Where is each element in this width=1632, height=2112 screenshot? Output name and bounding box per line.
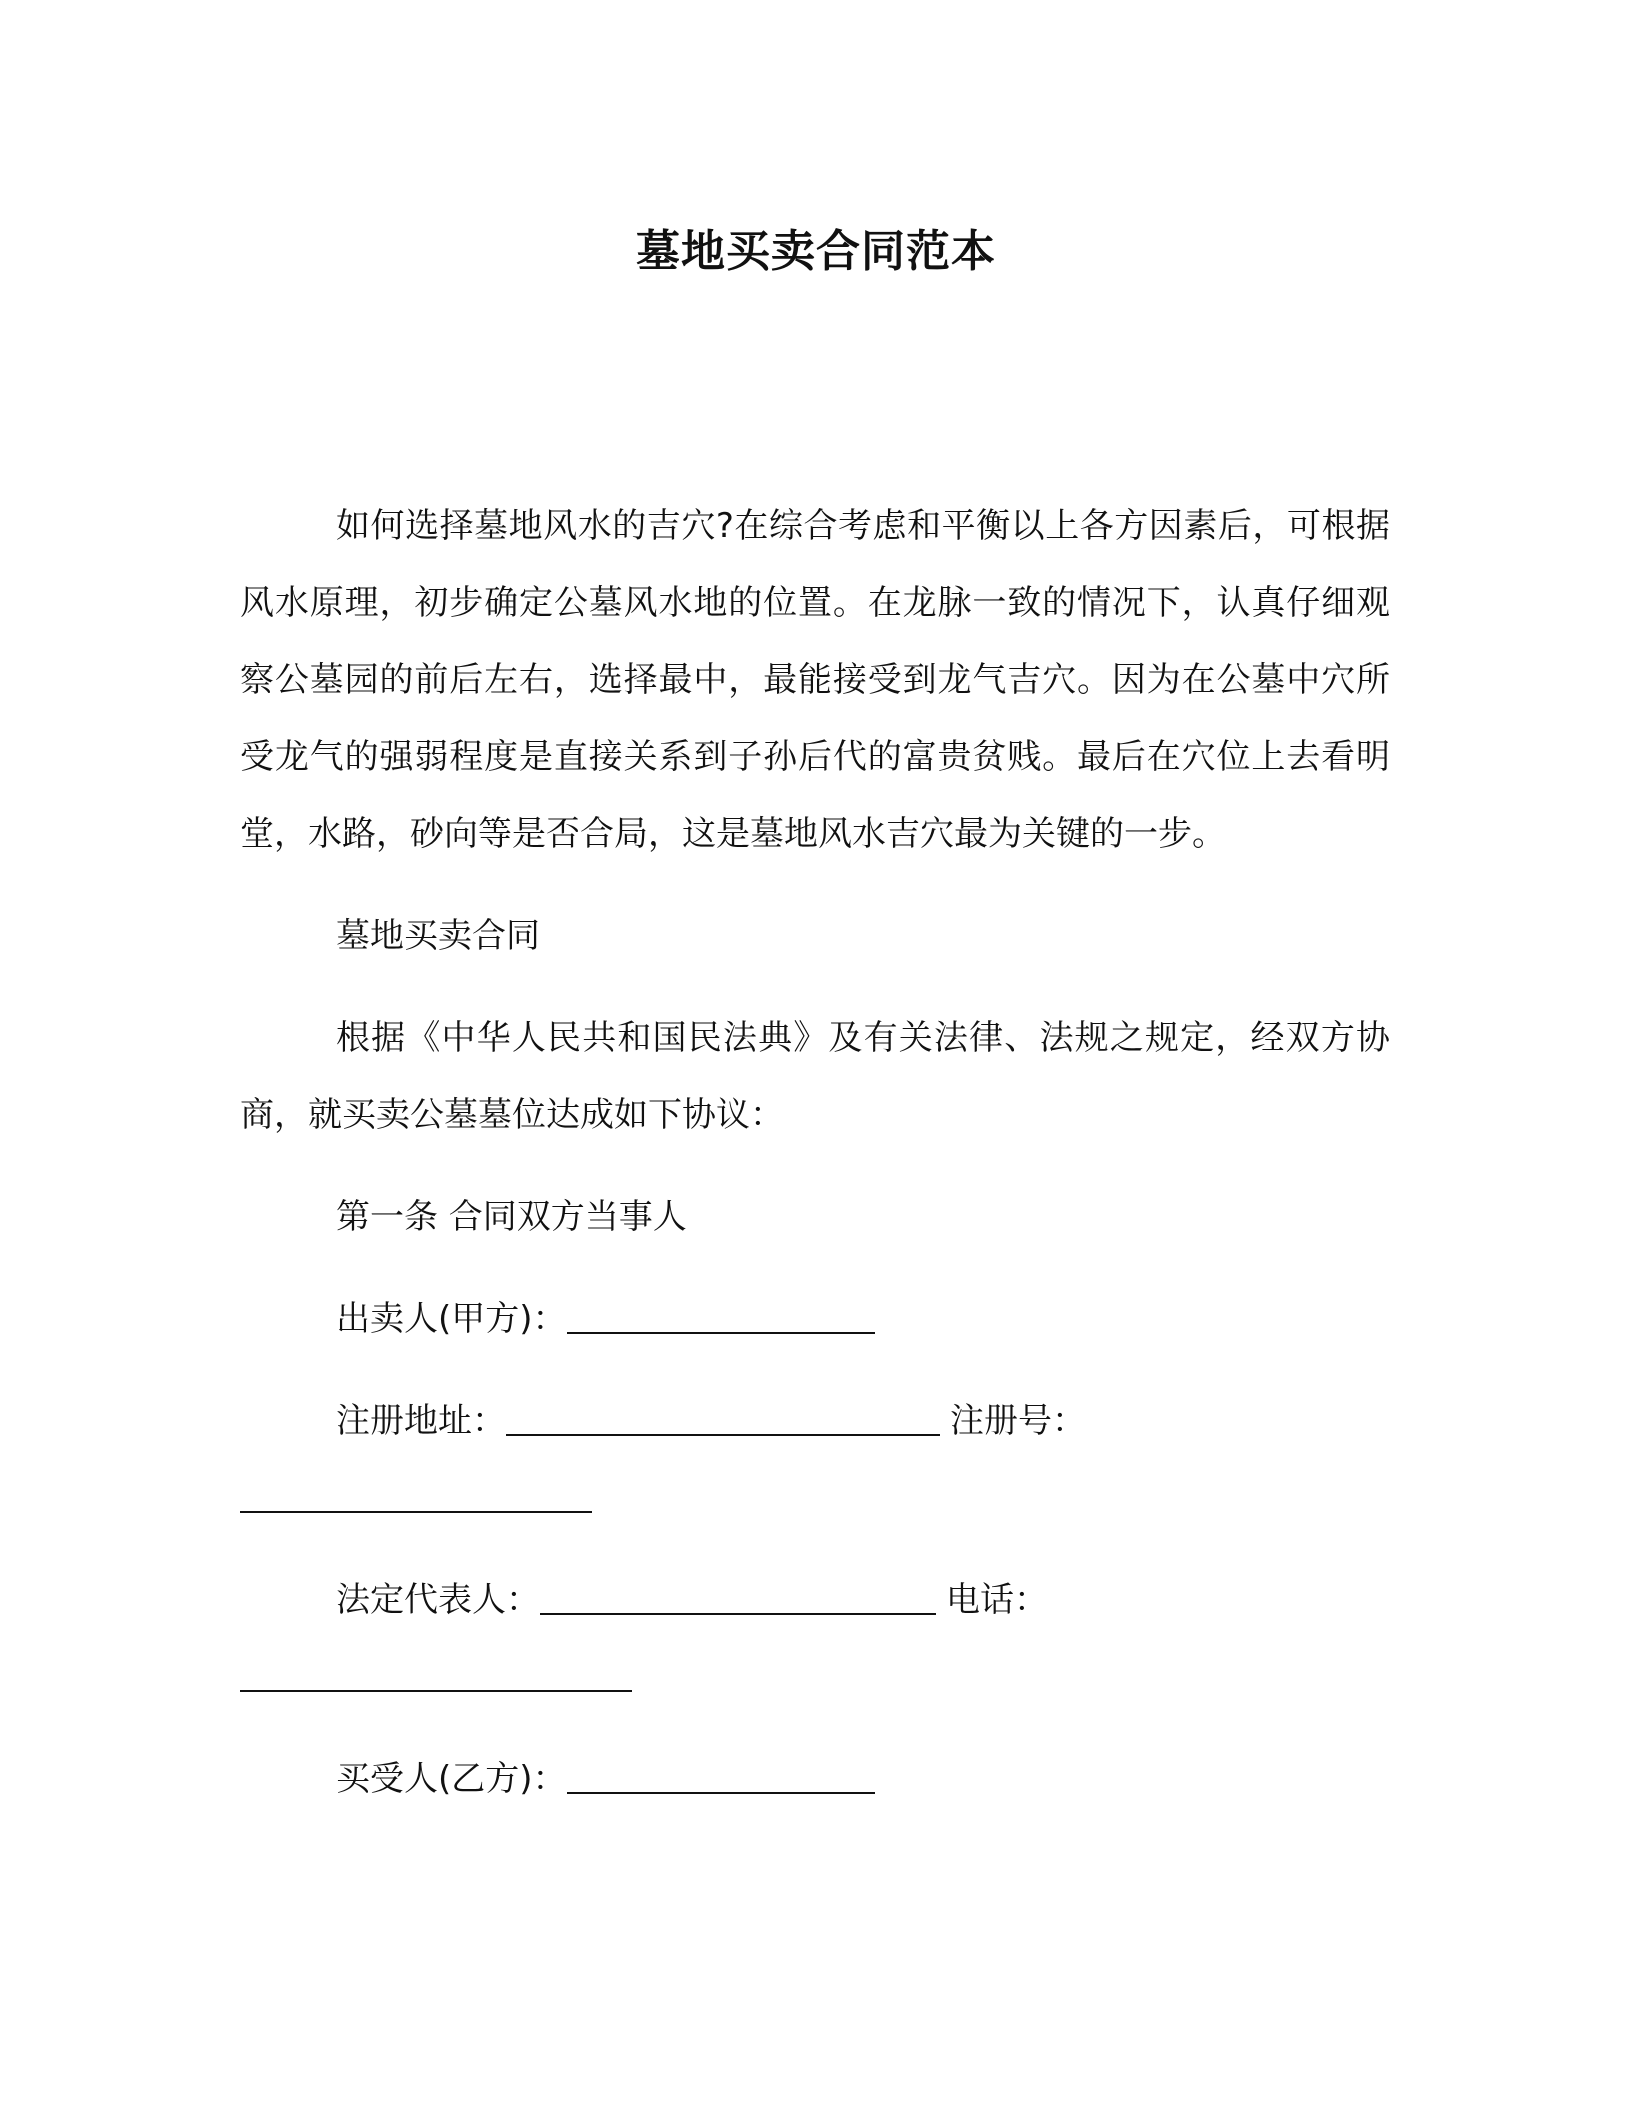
document-title: 墓地买卖合同范本 [636, 226, 996, 277]
reg-address-label: 注册地址： [336, 1401, 506, 1441]
buyer-label: 买受人(乙方)： [336, 1759, 567, 1799]
phone-label: 电话： [946, 1580, 1048, 1620]
intro-paragraph: 如何选择墓地风水的吉穴?在综合考虑和平衡以上各方因素后，可根据风水原理，初步确定公墓风水地的位置。在龙脉一致的情况下，认真仔细观察公墓园的前后左右，选择最中，最能接受到龙气吉穴。因为在公墓中穴所受龙气的强弱程度是直接关系到子孙后代的富贵贫贱。最后在穴位上去看明堂，水路，砂向等是否合局，这是墓地风水吉穴最为关键的一步。 [240, 506, 1390, 854]
seller-blank[interactable] [567, 1296, 875, 1334]
reg-address-line [240, 1383, 1390, 1460]
seller-label: 出卖人(甲方)： [336, 1299, 567, 1339]
buyer-blank[interactable] [567, 1756, 875, 1794]
seller-line [240, 1281, 1390, 1358]
reg-address-blank[interactable] [506, 1398, 940, 1436]
legal-rep-line [240, 1562, 1390, 1639]
contract-heading: 墓地买卖合同 [336, 916, 540, 956]
buyer-line [240, 1741, 1390, 1818]
preamble-paragraph: 根据《中华人民共和国民法典》及有关法律、法规之规定，经双方协商，就买卖公墓墓位达成如下协议： [240, 1018, 1390, 1135]
phone-line [240, 1639, 1390, 1716]
legal-rep-blank[interactable] [540, 1577, 936, 1615]
reg-number-label: 注册号： [950, 1401, 1086, 1441]
phone-blank[interactable] [240, 1654, 632, 1692]
legal-rep-label: 法定代表人： [336, 1580, 540, 1620]
reg-number-blank[interactable] [240, 1475, 592, 1513]
article1-heading: 第一条 合同双方当事人 [336, 1197, 687, 1237]
reg-number-line [240, 1460, 1390, 1537]
document-body [240, 488, 1390, 1818]
